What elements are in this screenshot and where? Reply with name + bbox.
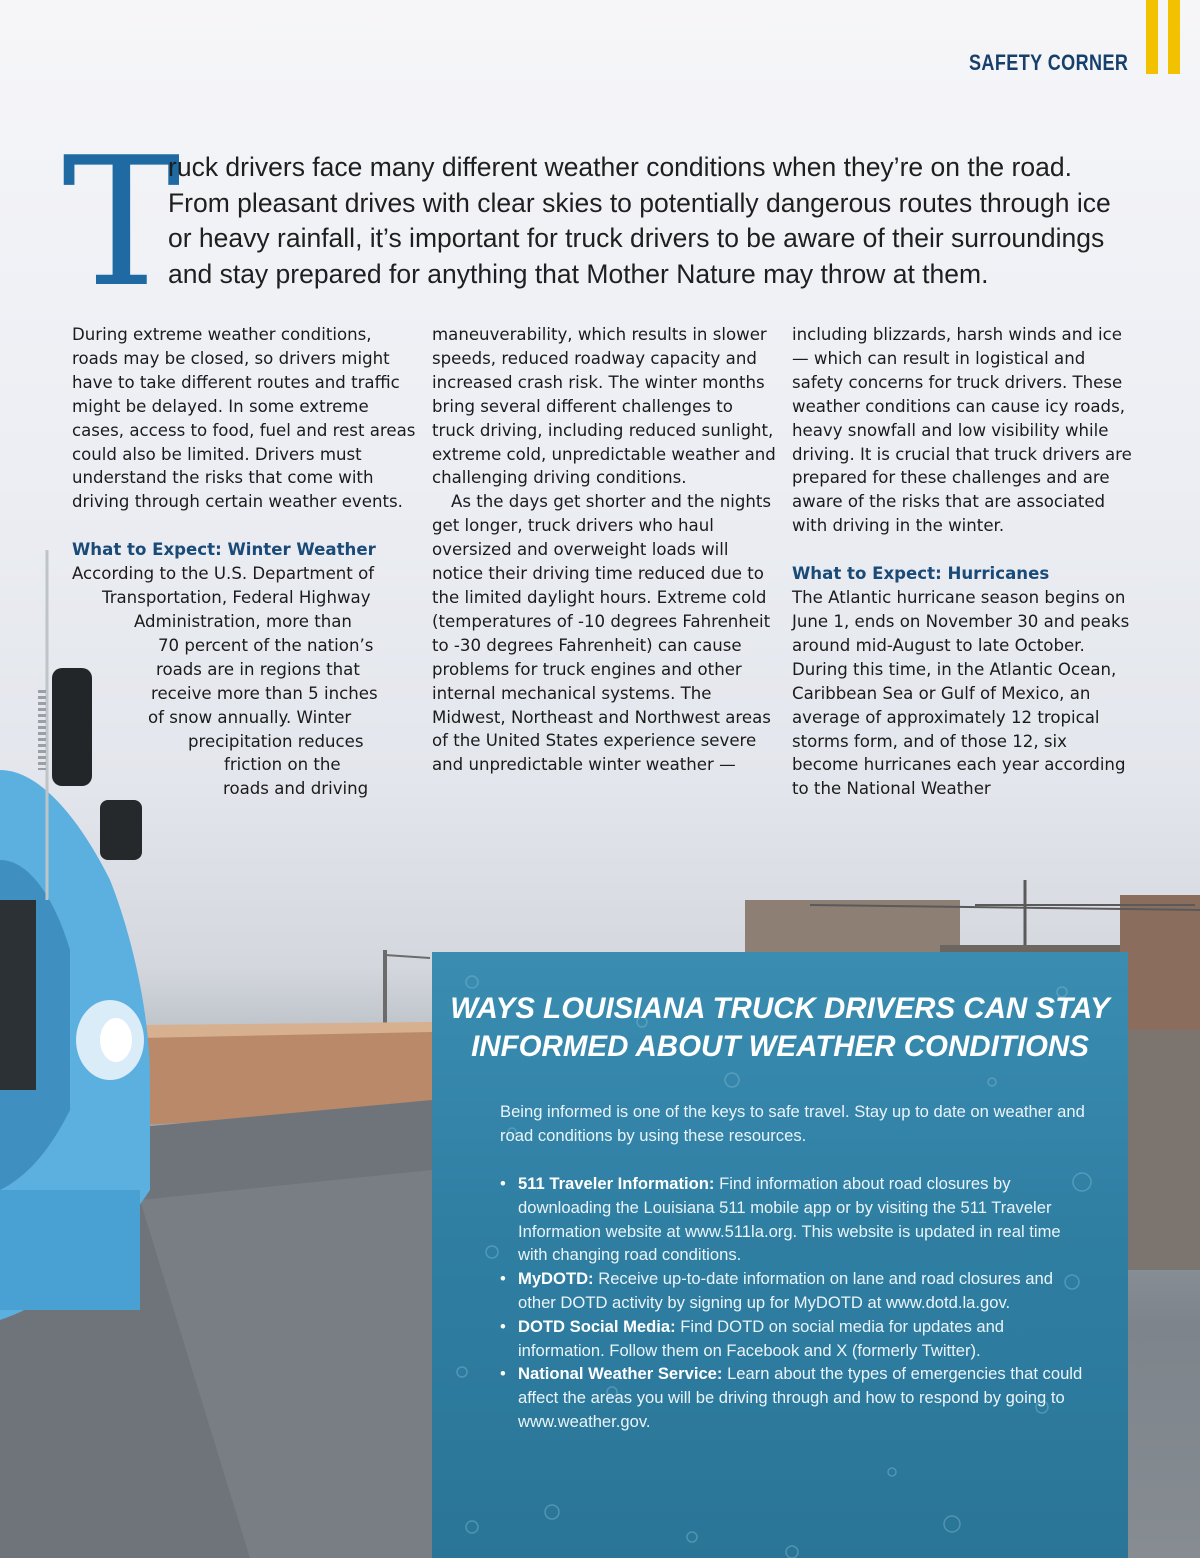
column2-paragraph: maneuverability, which results in slower speeds, reduced roadway capacity and increased crash risk. The winter months bring several different challenges to truck driving, including reduced sunlight, extreme cold, unpredictable weather and challenging driving conditions. bbox=[432, 325, 776, 488]
weather-resources-sidebar bbox=[432, 952, 1128, 1558]
resource-label: MyDOTD: bbox=[518, 1269, 594, 1289]
accent-bar-left bbox=[1146, 0, 1158, 74]
column1-paragraph: During extreme weather conditions, roads may be closed, so drivers might have to take different routes and traffic might be delayed. In some extreme cases, access to food, fuel and rest areas could also be limited. Drivers must understand the risks that come with driving through certain weather events. bbox=[72, 325, 416, 512]
article-column-3 bbox=[792, 323, 1137, 801]
intro-paragraph: ruck drivers face many different weather conditions when they’re on the road. From pleasant drives with clear skies to potentially dangerous routes through ice or heavy rainfall, it’s important for truck drivers to be aware of their surroundings and stay prepared for anything that Mother Nature may throw at them. bbox=[168, 152, 1111, 289]
column3-paragraph: The Atlantic hurricane season begins on June 1, ends on November 30 and peaks around mid-August to late October. During this time, in the Atlantic Ocean, Caribbean Sea or Gulf of Mexico, an average of approximately 12 tropical storms form, and of those 12, six become hurricanes each year according to the National Weather bbox=[792, 588, 1130, 799]
winter-weather-heading: What to Expect: Winter Weather bbox=[72, 540, 376, 560]
list-item bbox=[500, 1315, 1090, 1363]
drop-cap: T bbox=[62, 119, 181, 326]
column3-paragraph: including blizzards, harsh winds and ice — which can result in logistical and safety concerns for truck drivers. These weather conditions can cause icy roads, heavy snowfall and low visibility while driving. It is crucial that truck drivers are prepared for these challenges and are aware of the risks that are associated with driving in the winter. bbox=[792, 325, 1132, 536]
resource-label: 511 Traveler Information: bbox=[518, 1174, 715, 1193]
resource-list bbox=[500, 1172, 1090, 1434]
hurricanes-heading: What to Expect: Hurricanes bbox=[792, 564, 1050, 584]
list-item bbox=[500, 1267, 1090, 1315]
article-column-1 bbox=[72, 323, 417, 801]
column2-paragraph: As the days get shorter and the nights get longer, truck drivers who haul oversized and overweight loads will notice their driving time reduced due to the limited daylight hours. Extreme cold (temperatures of -10 degrees Fahrenheit to -30 degrees Fahrenheit) can cause problems for truck engines and other internal mechanical systems. The Midwest, Northeast and Northwest areas of the United States experience severe and unpredictable winter weather — bbox=[432, 492, 772, 775]
resource-label: DOTD Social Media: bbox=[518, 1316, 676, 1336]
resource-text: Find DOTD on social media for updates and information. Follow them on Facebook and X (formerly Twitter). bbox=[518, 1316, 1005, 1360]
shaped-text-line: friction on the bbox=[224, 755, 341, 775]
article-column-2 bbox=[432, 323, 777, 777]
shaped-text-line: receive more than 5 inches bbox=[151, 683, 378, 703]
shaped-text-line: precipitation reduces bbox=[188, 731, 364, 751]
accent-bar-right bbox=[1168, 0, 1180, 74]
truck-bumper bbox=[0, 1190, 140, 1310]
shaped-text-line: Transportation, Federal Highway bbox=[102, 588, 371, 608]
shaped-text-line: 70 percent of the nation’s bbox=[158, 635, 374, 655]
shaped-text-line: According to the U.S. Department of bbox=[72, 564, 375, 584]
sidebar-intro: Being informed is one of the keys to safe travel. Stay up to date on weather and road conditions by using these resources. bbox=[500, 1102, 1085, 1145]
shaped-text-line: roads are in regions that bbox=[156, 659, 360, 679]
shaped-text-line: of snow annually. Winter bbox=[148, 707, 352, 727]
section-label: SAFETY CORNER bbox=[968, 50, 1128, 75]
shaped-text-line: roads and driving bbox=[223, 779, 369, 799]
truck-grille bbox=[0, 900, 36, 1090]
truck-side-mirror bbox=[100, 800, 142, 860]
building-brick bbox=[1120, 895, 1200, 1035]
building-side bbox=[1128, 1030, 1200, 1270]
resource-label: National Weather Service: bbox=[518, 1364, 723, 1384]
resource-text: Learn about the types of emergencies that could affect the areas you will be driving through and how to respond by going to www.weather.gov. bbox=[518, 1364, 1083, 1431]
list-item bbox=[500, 1362, 1090, 1433]
list-item bbox=[500, 1172, 1090, 1267]
sidebar-title-line1: WAYS LOUISIANA TRUCK DRIVERS CAN STAY bbox=[450, 992, 1110, 1025]
sidebar-title-line2: INFORMED ABOUT WEATHER CONDITIONS bbox=[471, 1030, 1089, 1063]
sidebar-title bbox=[432, 990, 1128, 1066]
shaped-text-line: Administration, more than bbox=[134, 611, 352, 631]
resource-text: Receive up-to-date information on lane and road closures and other DOTD activity by signing up for MyDOTD at www.dotd.la.gov. bbox=[518, 1269, 1053, 1312]
resource-text: Find information about road closures by downloading the Louisiana 511 mobile app or by visiting the 511 Traveler Information website at www.511la.org. This website is updated in real time with changing road conditions. bbox=[518, 1174, 1061, 1265]
